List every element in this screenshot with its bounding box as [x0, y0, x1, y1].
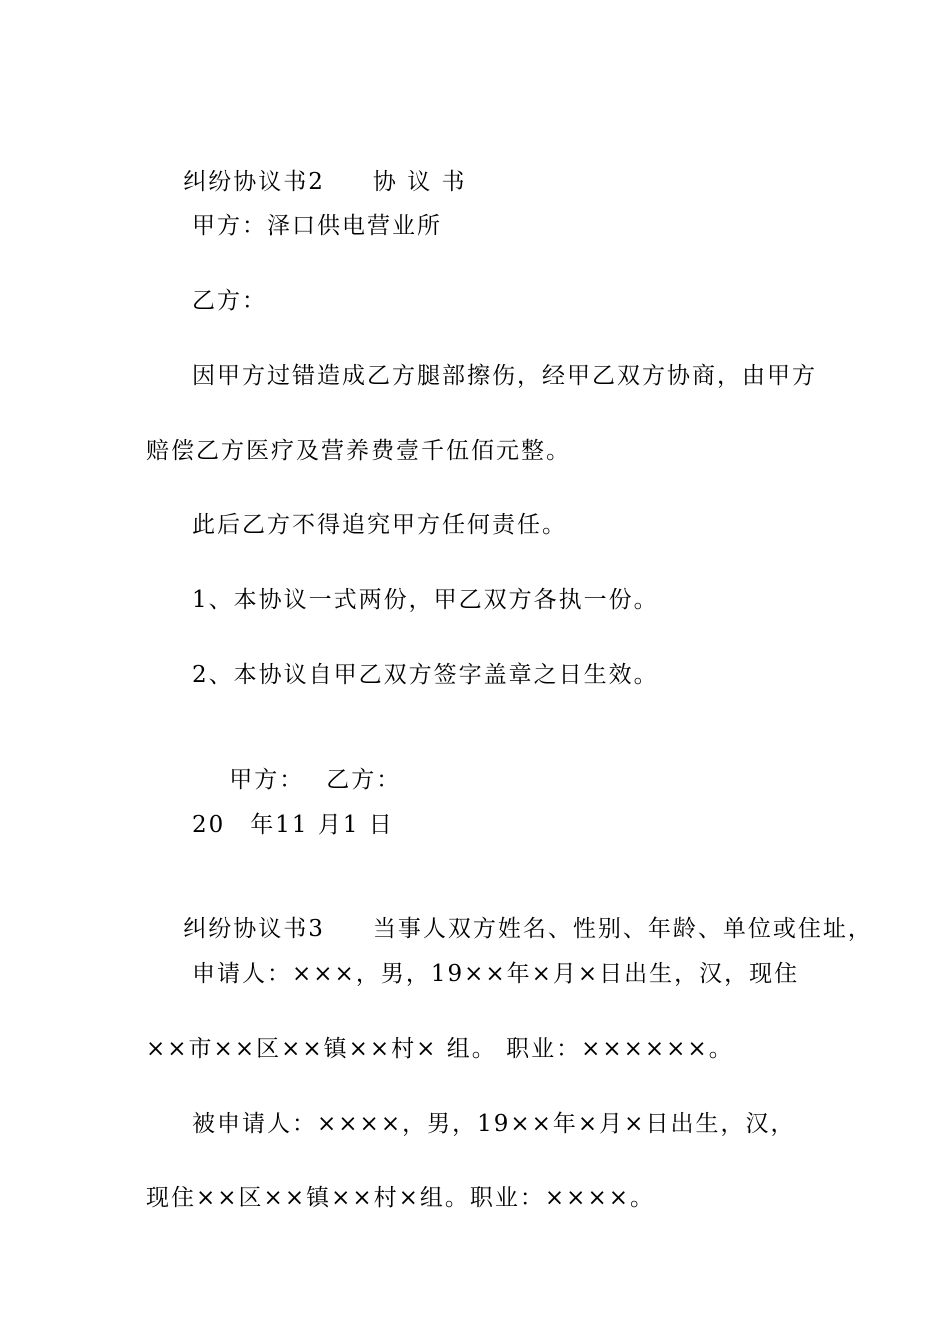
applicant-line-1: 申请人：×××，男，19××年×月×日出生，汉，现住 — [192, 961, 800, 987]
body-paragraph-line-3: 此后乙方不得追究甲方任何责任。 — [192, 512, 567, 538]
body-paragraph-line-2: 赔偿乙方医疗及营养费壹千伍佰元整。 — [146, 438, 571, 464]
agreement-2-heading: 纠纷协议书2 — [183, 169, 325, 195]
agreement-3-intro: 当事人双方姓名、性别、年龄、单位或住址， — [372, 916, 873, 942]
signature-party-a: 甲方： — [229, 767, 305, 793]
respondent-line-2: 现住××区××镇××村×组。职业：××××。 — [146, 1185, 655, 1211]
signature-party-b: 乙方： — [326, 767, 402, 793]
body-paragraph-line-1: 因甲方过错造成乙方腿部擦伤，经甲乙双方协商，由甲方 — [192, 363, 817, 389]
party-b-line: 乙方： — [192, 288, 267, 314]
applicant-line-2: ××市××区××镇××村× 组。 职业：××××××。 — [146, 1036, 734, 1062]
agreement-2-title: 协 议 书 — [372, 169, 467, 195]
agreement-date: 20 年11 月1 日 — [192, 812, 394, 838]
agreement-3-heading: 纠纷协议书3 — [183, 916, 325, 942]
clause-2: 2、本协议自甲乙双方签字盖章之日生效。 — [192, 662, 659, 688]
clause-1: 1、本协议一式两份，甲乙双方各执一份。 — [192, 587, 659, 613]
party-a-line: 甲方：泽口供电营业所 — [192, 213, 442, 239]
respondent-line-1: 被申请人：××××，男，19××年×月×日出生，汉， — [192, 1111, 796, 1137]
